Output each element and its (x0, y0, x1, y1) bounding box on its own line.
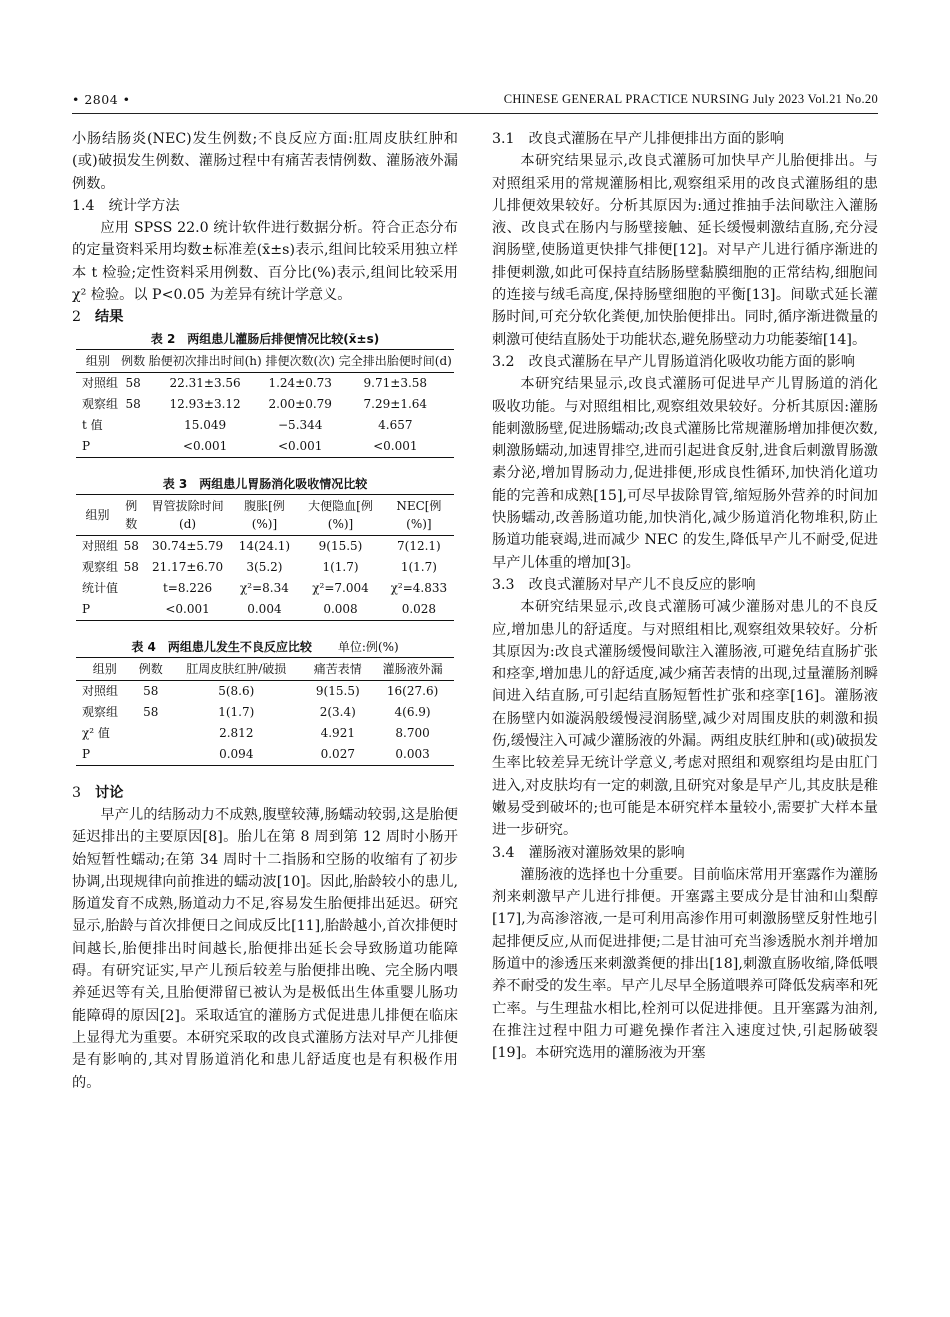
right-column (492, 128, 878, 1064)
table-row: P 0.094 0.027 0.003 (76, 744, 454, 766)
table-3 (76, 494, 454, 621)
col-header: 大便隐血[例(%)] (297, 494, 384, 535)
table-row: t 值 15.049 −5.344 4.657 (82, 417, 413, 432)
running-header (0, 90, 950, 112)
section-title: 讨论 (95, 784, 124, 801)
col-header: 胃管拔除时间(d) (144, 494, 232, 535)
table-row: P <0.001 0.004 0.008 0.028 (76, 599, 454, 621)
section-3-3-heading (492, 574, 878, 596)
table-2-caption: 表 2 两组患儿灌肠后排便情况比较(x̄±s) (150, 331, 380, 346)
col-header: 肛周皮肤红肿/破损 (168, 657, 304, 680)
col-header: 腹胀[例(%)] (232, 494, 298, 535)
table-3-caption: 表 3 两组患儿胃肠消化吸收情况比较 (162, 476, 368, 491)
section-1-4-heading (72, 195, 458, 217)
paragraph-intro: 小肠结肠炎(NEC)发生例数;不良反应方面:肛周皮肤红肿和(或)破损发生例数、灌肠过程中有痛苦表情例数、灌肠液外漏例数。 (72, 131, 458, 192)
section-number: 3.1 (492, 131, 515, 147)
table-row: 对照组 58 30.74±5.79 14(24.1) 9(15.5) 7(12.1) (82, 538, 441, 553)
col-header: 完全排出胎便时间(d) (337, 349, 454, 372)
section-2-heading (72, 306, 458, 328)
section-number: 3.2 (492, 353, 515, 370)
section-title: 灌肠液对灌肠效果的影响 (528, 844, 685, 861)
col-header: 胎便初次排出时间(h) (146, 349, 263, 372)
table-row: 观察组 58 1(1.7) 2(3.4) 4(6.9) (82, 704, 431, 719)
table-4-caption: 表 4 两组患儿发生不良反应比较 单位:例(%) (131, 639, 399, 654)
section-number: 1.4 (72, 197, 95, 214)
paragraph-discussion: 早产儿的结肠动力不成熟,腹壁较薄,肠蠕动较弱,这是胎便延迟排出的主要原因[8]。胎儿在第 8 周到第 12 周时小肠开始短暂性蠕动;在第 34 周时十二指肠和空肠的收缩有了初步协调,出现规律向前推进的蠕动波[10]。因此,胎龄较小的患儿,肠道发育不成熟,肠道动力不足,容易发生胎便排出延迟。研究显示,胎龄与首次排便日之间成反比[11],胎龄越小,首次排便时间越长,胎便排出时间越长,胎便排出延长会导致肠道功能障碍。有研究证实,早产儿预后较差与胎便排出晚、完全肠内喂养延迟等有关,且胎便滞留已被认为是极低出生体重婴儿肠功能障碍的原因[2]。采取适宜的灌肠方式促进患儿排便在临床上显得尤为重要。本研究采取的改良式灌肠方法对早产儿排便是有影响的,其对胃肠道消化和患儿舒适度也是有积极作用的。 (72, 806, 458, 1091)
page-number: • 2804 • (72, 92, 131, 107)
section-title: 改良式灌肠对早产儿不良反应的影响 (528, 576, 756, 593)
table-4 (76, 657, 454, 766)
section-title: 统计学方法 (108, 197, 180, 214)
section-number: 3.3 (492, 576, 515, 593)
table-4-unit: 单位:例(%) (337, 639, 399, 654)
col-header: 组别 (76, 494, 119, 535)
paragraph-3-1: 本研究结果显示,改良式灌肠可加快早产儿胎便排出。与对照组采用的常规灌肠相比,观察组采用的改良式灌肠组的患儿排便效果较好。分析其原因为:通过推抽手法间歇注入灌肠液、改良式在肠内与肠壁接触、延长缓慢刺激结直肠,充分浸润肠壁,使肠道更快排气排便[12]。对早产儿进行循序渐进的排便刺激,如此可保持直结肠肠壁黏膜细胞的正常结构,细胞间的连接与绒毛高度,保持肠壁细胞的平衡[13]。间歇式延长灌肠时间,可充分软化粪便,加快胎便排出。同时,循序渐进微量的刺激可使结直肠处于功能状态,避免肠壁动力功能萎缩[14]。 (492, 153, 878, 348)
table-row: χ² 值 2.812 4.921 8.700 (82, 725, 430, 740)
table-row: 观察组 58 21.17±6.70 3(5.2) 1(1.7) 1(1.7) (82, 559, 437, 574)
table-row: 对照组 58 22.31±3.56 1.24±0.73 9.71±3.58 (82, 375, 428, 390)
table-2 (76, 349, 454, 458)
col-header: 灌肠液外漏 (371, 657, 454, 680)
paragraph-3-3: 本研究结果显示,改良式灌肠可减少灌肠对患儿的不良反应,增加患儿的舒适度。与对照组相比,观察组效果较好。分析其原因为:改良式灌肠缓慢间歇注入灌肠液,可避免结直肠扩张和痉挛,增加患儿的舒适度,减少痛苦表情的出现,过量灌肠剂瞬间进入结直肠,可引起结直肠短暂性扩张和痉挛[16]。灌肠液在肠壁内如漩涡般缓慢浸润肠壁,减少对周围皮肤的刺激和损伤,缓慢注入可减少灌肠液的外漏。两组皮肤红肿和(或)破损发生率比较差异无统计学意义,考虑对照组和观察组均是由肛门进入,对皮肤均有一定的刺激,且研究对象是早产儿,其皮肤是稚嫩易受到破坏的;也可能是本研究样本量较小,需要扩大样本量进一步研究。 (492, 599, 878, 839)
section-3-1-heading (492, 128, 878, 150)
section-title: 结果 (95, 309, 124, 326)
section-number: 2 (72, 309, 82, 326)
paragraph-stats: 应用 SPSS 22.0 统计软件进行数据分析。符合正态分布的定量资料采用均数±标准差(x̄±s)表示,组间比较采用独立样本 t 检验;定性资料采用例数、百分比(%)表示,组间比较采用χ² 检验。以 P<0.05 为差异有统计学意义。 (72, 220, 458, 304)
col-header: 组别 (76, 657, 133, 680)
section-number: 3.4 (492, 844, 515, 861)
col-header: 例数 (133, 657, 168, 680)
col-header: 例数 (119, 494, 144, 535)
paragraph-3-4: 灌肠液的选择也十分重要。目前临床常用开塞露作为灌肠剂来刺激早产儿进行排便。开塞露主要成分是甘油和山梨醇[17],为高渗溶液,一是可利用高渗作用可刺激肠壁反射性地引起排便反应,从而促进排便;二是甘油可充当渗透脱水剂并增加肠道中的渗透压来刺激粪便的排出[18],刺激直肠收缩,降低喂养不耐受的发生率。早产儿尽早全肠道喂养可降低发病率和死亡率。与生理盐水相比,栓剂可以促进排便。且开塞露为油剂,在推注过程中阻力可避免操作者注入速度过快,引起肠破裂[19]。本研究选用的灌肠液为开塞 (492, 866, 878, 1062)
section-title: 改良式灌肠在早产儿排便排出方面的影响 (528, 131, 784, 147)
header-rule (72, 113, 878, 114)
paragraph-3-2: 本研究结果显示,改良式灌肠可促进早产儿胃肠道的消化吸收功能。与对照组相比,观察组效果较好。分析其原因:灌肠能刺激肠壁,促进肠蠕动;改良式灌肠比常规灌肠增加排便次数,刺激肠蠕动,加速胃排空,进而引起进食反射,进食后刺激胃肠激素分泌,增加胃肠动力,促进排便,形成良性循环,加快消化道功能的完善和成熟[15],可尽早拔除胃管,缩短肠外营养的时间加快肠蠕动,改善肠道功能,加快消化,减少肠道消化物堆积,防止肠道功能衰竭,进而减少 NEC 的发生,降低早产儿不耐受,促进早产儿体重的增加[3]。 (492, 376, 878, 571)
section-number: 3 (72, 784, 82, 801)
col-header: 组别 (76, 349, 120, 372)
col-header: 痛苦表情 (304, 657, 371, 680)
col-header: 例数 (120, 349, 147, 372)
section-title: 改良式灌肠在早产儿胃肠道消化吸收功能方面的影响 (528, 353, 855, 370)
table-row: 统计值 t=8.226 χ²=8.34 χ²=7.004 χ²=4.833 (82, 580, 448, 595)
col-header: NEC[例(%)] (384, 494, 454, 535)
col-header: 排便次数(次) (264, 349, 337, 372)
section-3-heading (72, 782, 458, 804)
table-row: 对照组 58 5(8.6) 9(15.5) 16(27.6) (82, 683, 439, 698)
table-row: P <0.001 <0.001 <0.001 (76, 436, 454, 458)
journal-info: CHINESE GENERAL PRACTICE NURSING July 2023 Vol.21 No.20 (503, 92, 878, 106)
table-row: 观察组 58 12.93±3.12 2.00±0.79 7.29±1.64 (82, 396, 428, 411)
section-3-4-heading (492, 842, 878, 864)
left-column (72, 128, 458, 1094)
section-3-2-heading (492, 351, 878, 373)
